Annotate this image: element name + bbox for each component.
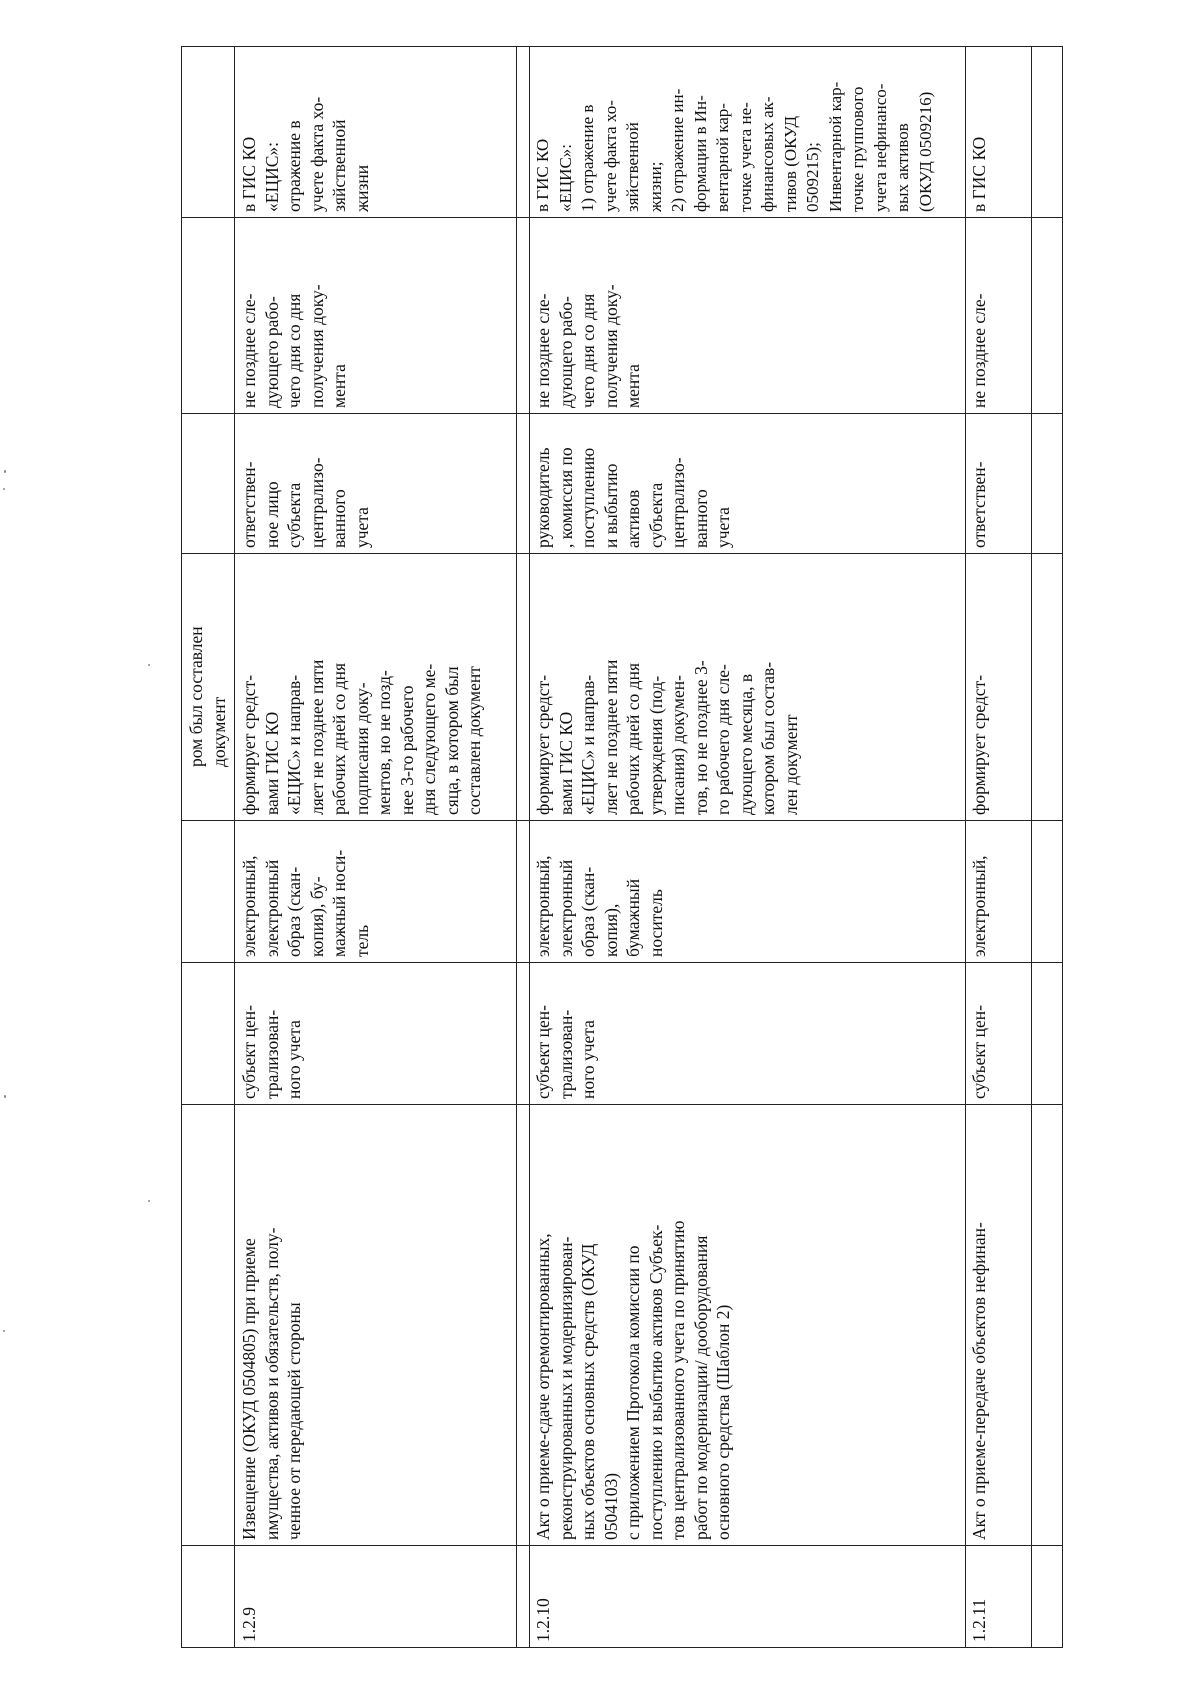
- scan-speck: [148, 664, 150, 666]
- table-divider: [516, 47, 517, 1647]
- responsible-person: ответствен- ное лицо субъекта централизо- ванного учета: [239, 457, 372, 548]
- document-name: Акт о приеме-передаче объектов нефинан-: [969, 1222, 989, 1540]
- submitter: субъект цен- трализован- ного учета: [533, 1005, 598, 1099]
- scan-speck: [4, 1095, 6, 1098]
- responsible-person: руководитель , комиссия по поступлению и выбытию активов субъекта централизо- ванного учета: [533, 447, 733, 548]
- table-row: [234, 46, 516, 1648]
- accounting-action: в ГИС КО «ЕЦИС»: 1) отражение в учете факта хо- зяйственной жизни; 2) отражение ин- формации в Ин- вентарной кар- точке учета не- финансовых ак- тивов (ОКУД 0509215); Инвентарной кар- точке группового учета нефинансо- вых активов (ОКУД 0509216): [533, 81, 935, 212]
- scan-speck: [3, 1330, 5, 1332]
- row-number: 1.2.11: [969, 1598, 989, 1642]
- table-row: [964, 46, 1030, 1648]
- processing-term: не позднее сле-: [969, 293, 989, 408]
- document-name: Извещение (ОКУД 0504805) при приеме имущества, активов и обязательств, полу- ченное от передающей стороны: [239, 1227, 304, 1540]
- submission-deadline: формирует средст- вами ГИС КО «ЕЦИС» и направ- ляет не позднее пяти рабочих дней со дня подписания доку- ментов, но не позд- нее 3-го рабочего дня следующего ме- сяца, в котором был составлен документ: [239, 659, 484, 815]
- accounting-action: в ГИС КО: [969, 136, 989, 212]
- submitter: субъект цен-: [969, 1005, 989, 1099]
- table-row: [528, 46, 964, 1648]
- document-form: электронный,: [969, 855, 989, 957]
- submission-deadline: формирует средст-: [969, 674, 989, 815]
- processing-term: не позднее сле- дующего рабо- чего дня со дня получения доку- мента: [533, 284, 643, 408]
- submission-deadline: формирует средст- вами ГИС КО «ЕЦИС» и направ- ляет не позднее пяти рабочих дней со дня утверждения (под- писания) докумен- тов, но не позднее 3- го рабочего дня сле- дующего месяца, в котором был состав- лен документ: [533, 659, 801, 815]
- header-cell-deadline: ром был составлен документ: [186, 626, 229, 767]
- scan-speck: [4, 470, 6, 473]
- row-number: 1.2.9: [239, 1607, 259, 1642]
- responsible-person: ответствен-: [969, 461, 989, 548]
- document-form: электронный, электронный образ (скан- копия), бу- мажный носи- тель: [239, 849, 372, 957]
- document-form: электронный, электронный образ (скан- копия), бумажный носитель: [533, 855, 666, 957]
- header-strip: [181, 46, 233, 1648]
- processing-term: не позднее сле- дующего рабо- чего дня со дня получения доку- мента: [239, 284, 349, 408]
- accounting-action: в ГИС КО «ЕЦИС»: отражение в учете факта хо- зяйственной жизни: [239, 96, 372, 212]
- document-name: Акт о приеме-сдаче отремонтированных, реконструированных и модернизирован- ных объектов основных средств (ОКУД 0504103) с приложением Протокола комиссии по поступлению и выбытию активов Субъек- тов централизованного учета по принятию работ по модернизации/ дооборудования основного средства (Шаблон 2): [533, 1220, 733, 1540]
- scan-speck: [148, 1200, 150, 1202]
- table-divider: [1031, 47, 1032, 1647]
- scan-speck: [3, 488, 5, 490]
- row-number: 1.2.10: [533, 1598, 553, 1642]
- submitter: субъект цен- трализован- ного учета: [239, 1005, 304, 1099]
